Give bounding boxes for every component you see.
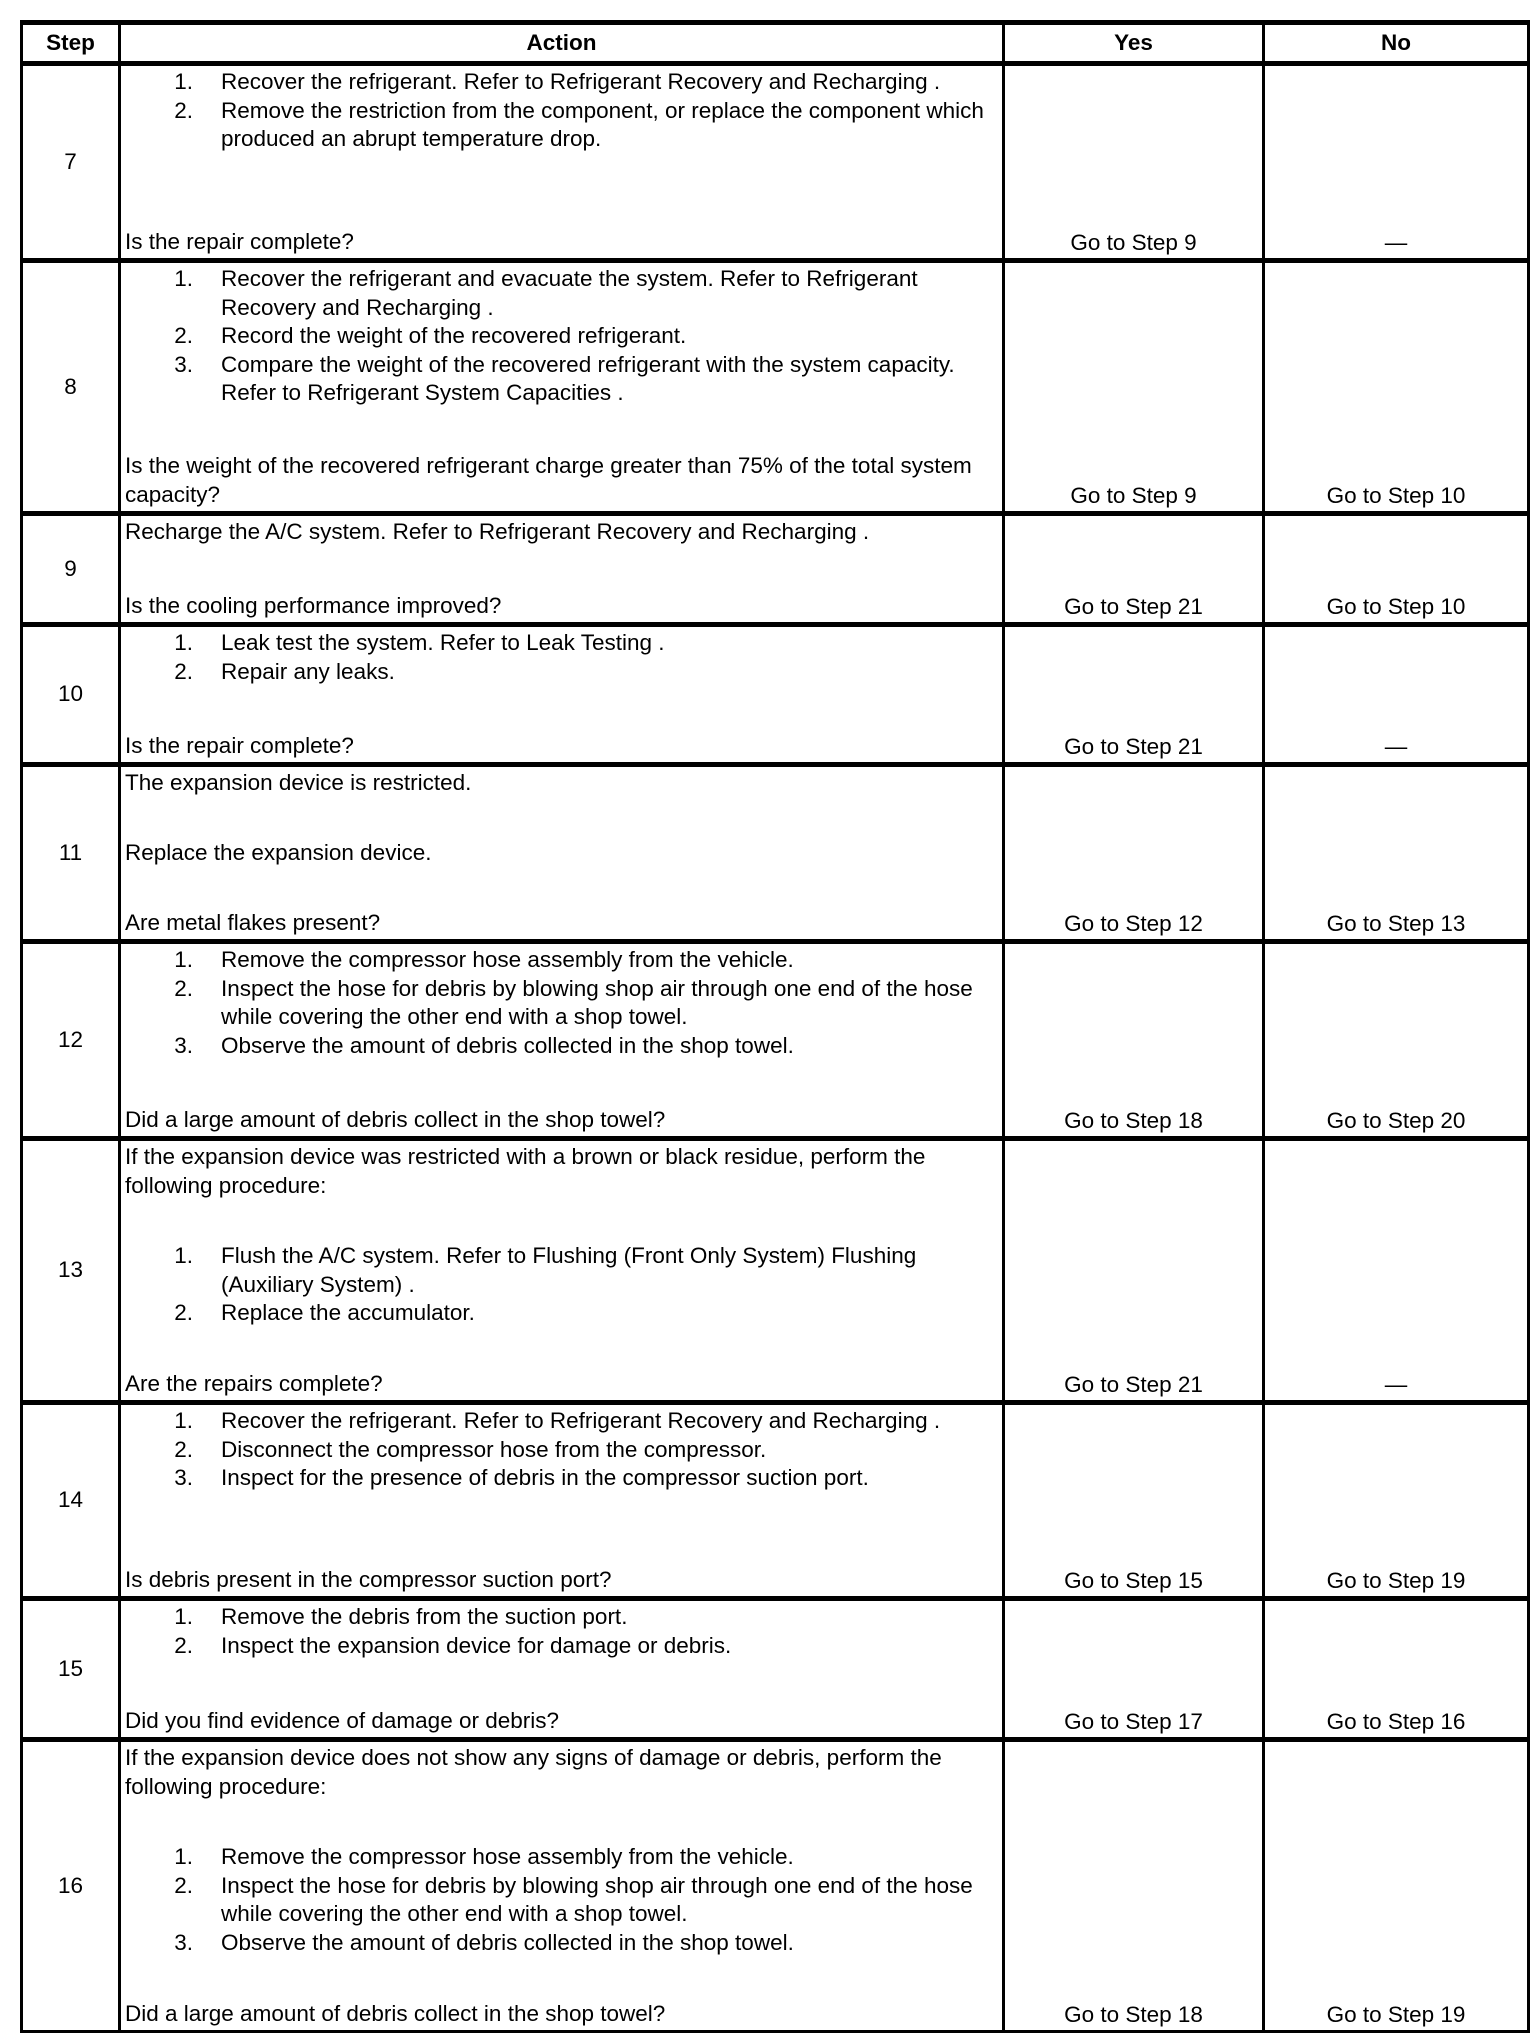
table-row bbox=[22, 1139, 1529, 1403]
action-steps-list bbox=[125, 265, 998, 408]
action-step-item bbox=[125, 658, 998, 687]
yes-result: Go to Step 9 bbox=[1004, 261, 1264, 514]
diagnostic-table bbox=[20, 20, 1530, 2033]
action-step-item bbox=[125, 1407, 998, 1436]
step-item-text: Observe the amount of debris collected in the shop towel. bbox=[221, 1032, 794, 1058]
step-item-number: 1. bbox=[174, 266, 193, 291]
action-step-item bbox=[125, 1872, 998, 1929]
yes-result: Go to Step 21 bbox=[1004, 1139, 1264, 1403]
step-item-text: Recover the refrigerant. Refer to Refrigerant Recovery and Recharging . bbox=[221, 69, 941, 94]
action-steps-list bbox=[125, 1407, 998, 1493]
header-row bbox=[22, 23, 1529, 64]
action-content bbox=[125, 1744, 998, 2028]
action-step-item bbox=[125, 629, 998, 658]
action-question: Are the repairs complete? bbox=[125, 1370, 383, 1396]
action-cell bbox=[120, 64, 1004, 261]
action-content bbox=[125, 1603, 998, 1735]
action-step-item bbox=[125, 351, 998, 408]
yes-result: Go to Step 18 bbox=[1004, 1740, 1264, 2032]
action-question: Is the weight of the recovered refrigerant charge greater than 75% of the total system capacity? bbox=[125, 453, 972, 507]
table-row bbox=[22, 765, 1529, 942]
action-step-item bbox=[125, 1242, 998, 1299]
step-item-text: Remove the debris from the suction port. bbox=[221, 1604, 628, 1629]
table-row bbox=[22, 64, 1529, 261]
step-item-text: Observe the amount of debris collected in the shop towel. bbox=[221, 1929, 794, 1955]
header-yes: Yes bbox=[1004, 23, 1264, 64]
step-number: 14 bbox=[22, 1403, 120, 1599]
no-result: Go to Step 16 bbox=[1264, 1599, 1529, 1740]
step-item-number: 1. bbox=[174, 630, 193, 655]
action-steps-list bbox=[125, 629, 998, 686]
no-result: Go to Step 19 bbox=[1264, 1403, 1529, 1599]
action-question: Is the repair complete? bbox=[125, 732, 354, 758]
step-number: 11 bbox=[22, 765, 120, 942]
step-item-text: Flush the A/C system. Refer to Flushing (Front Only System) Flushing (Auxiliary System) . bbox=[221, 1243, 917, 1297]
step-number: 9 bbox=[22, 514, 120, 625]
action-question: Did a large amount of debris collect in the shop towel? bbox=[125, 1106, 666, 1132]
action-content bbox=[125, 769, 998, 937]
step-item-number: 1. bbox=[174, 69, 193, 94]
step-number: 16 bbox=[22, 1740, 120, 2032]
step-item-text: Record the weight of the recovered refrigerant. bbox=[221, 323, 687, 348]
action-step-item bbox=[125, 1929, 998, 1958]
action-cell bbox=[120, 261, 1004, 514]
action-cell bbox=[120, 514, 1004, 625]
table-row bbox=[22, 625, 1529, 765]
action-cell bbox=[120, 625, 1004, 765]
step-item-text: Replace the accumulator. bbox=[221, 1300, 475, 1325]
no-result: — bbox=[1264, 1139, 1529, 1403]
action-content bbox=[125, 265, 998, 509]
step-item-number: 2. bbox=[174, 97, 193, 123]
step-item-number: 2. bbox=[174, 1436, 193, 1462]
yes-result: Go to Step 17 bbox=[1004, 1599, 1264, 1740]
step-item-text: Inspect the expansion device for damage or debris. bbox=[221, 1632, 732, 1658]
action-cell bbox=[120, 1740, 1004, 2032]
action-step-item bbox=[125, 97, 998, 154]
action-question: Is the cooling performance improved? bbox=[125, 592, 502, 618]
step-item-number: 2. bbox=[174, 975, 193, 1001]
step-item-number: 2. bbox=[174, 1632, 193, 1658]
action-cell bbox=[120, 1139, 1004, 1403]
step-item-text: Disconnect the compressor hose from the compressor. bbox=[221, 1436, 767, 1462]
table-row bbox=[22, 1599, 1529, 1740]
action-steps-list bbox=[125, 946, 998, 1060]
action-step-item bbox=[125, 975, 998, 1032]
step-item-text: Compare the weight of the recovered refrigerant with the system capacity. Refer to Refrigerant System Capacities . bbox=[221, 351, 955, 405]
action-paragraph: Replace the expansion device. bbox=[125, 839, 432, 865]
action-paragraph: Recharge the A/C system. Refer to Refrigerant Recovery and Recharging . bbox=[125, 519, 870, 544]
yes-result: Go to Step 21 bbox=[1004, 514, 1264, 625]
action-step-item bbox=[125, 1032, 998, 1061]
action-content bbox=[125, 1143, 998, 1398]
action-cell bbox=[120, 1599, 1004, 1740]
step-number: 15 bbox=[22, 1599, 120, 1740]
action-question: Is the repair complete? bbox=[125, 228, 354, 254]
step-item-number: 1. bbox=[174, 1408, 193, 1433]
action-step-item bbox=[125, 322, 998, 351]
step-item-text: Remove the compressor hose assembly from the vehicle. bbox=[221, 1844, 794, 1870]
action-paragraph: If the expansion device does not show any signs of damage or debris, perform the following procedure: bbox=[125, 1745, 942, 1799]
step-item-number: 2. bbox=[174, 1872, 193, 1898]
no-result: Go to Step 20 bbox=[1264, 942, 1529, 1139]
step-item-number: 2. bbox=[174, 323, 193, 348]
table-row bbox=[22, 942, 1529, 1139]
step-number: 12 bbox=[22, 942, 120, 1139]
action-content bbox=[125, 68, 998, 256]
step-item-text: Inspect the hose for debris by blowing shop air through one end of the hose while covering the other end with a shop towel. bbox=[221, 975, 973, 1029]
action-step-item bbox=[125, 1632, 998, 1661]
action-steps-list bbox=[125, 1603, 998, 1660]
step-number: 8 bbox=[22, 261, 120, 514]
step-item-number: 1. bbox=[174, 1604, 193, 1629]
action-question: Is debris present in the compressor suction port? bbox=[125, 1566, 612, 1592]
action-step-item bbox=[125, 68, 998, 97]
action-steps-list bbox=[125, 1843, 998, 1957]
action-steps-list bbox=[125, 1242, 998, 1328]
step-item-text: Remove the restriction from the component, or replace the component which produced an abrupt temperature drop. bbox=[221, 97, 984, 151]
table-row bbox=[22, 1403, 1529, 1599]
action-cell bbox=[120, 1403, 1004, 1599]
action-step-item bbox=[125, 946, 998, 975]
table-row bbox=[22, 1740, 1529, 2032]
step-item-number: 3. bbox=[174, 1929, 193, 1955]
action-step-item bbox=[125, 265, 998, 322]
action-step-item bbox=[125, 1436, 998, 1465]
no-result: — bbox=[1264, 64, 1529, 261]
action-content bbox=[125, 518, 998, 620]
action-step-item bbox=[125, 1464, 998, 1493]
step-number: 13 bbox=[22, 1139, 120, 1403]
action-step-item bbox=[125, 1299, 998, 1328]
step-item-number: 3. bbox=[174, 1465, 193, 1490]
yes-result: Go to Step 15 bbox=[1004, 1403, 1264, 1599]
action-content bbox=[125, 1407, 998, 1594]
no-result: Go to Step 10 bbox=[1264, 261, 1529, 514]
step-item-number: 1. bbox=[174, 947, 193, 972]
step-item-text: Remove the compressor hose assembly from the vehicle. bbox=[221, 947, 794, 972]
yes-result: Go to Step 18 bbox=[1004, 942, 1264, 1139]
action-cell bbox=[120, 765, 1004, 942]
action-content bbox=[125, 629, 998, 760]
yes-result: Go to Step 12 bbox=[1004, 765, 1264, 942]
yes-result: Go to Step 21 bbox=[1004, 625, 1264, 765]
step-item-number: 2. bbox=[174, 658, 193, 684]
step-number: 7 bbox=[22, 64, 120, 261]
action-question: Did you find evidence of damage or debris? bbox=[125, 1707, 560, 1733]
table-row bbox=[22, 514, 1529, 625]
no-result: Go to Step 13 bbox=[1264, 765, 1529, 942]
step-item-number: 3. bbox=[174, 1032, 193, 1058]
header-step: Step bbox=[22, 23, 120, 64]
step-item-text: Recover the refrigerant and evacuate the system. Refer to Refrigerant Recovery and Recharging . bbox=[221, 266, 918, 320]
action-step-item bbox=[125, 1843, 998, 1872]
step-item-text: Inspect the hose for debris by blowing shop air through one end of the hose while covering the other end with a shop towel. bbox=[221, 1872, 973, 1927]
step-item-text: Inspect for the presence of debris in the compressor suction port. bbox=[221, 1465, 869, 1490]
action-paragraph: If the expansion device was restricted with a brown or black residue, perform the following procedure: bbox=[125, 1144, 926, 1198]
step-item-number: 2. bbox=[174, 1300, 193, 1325]
step-item-text: Recover the refrigerant. Refer to Refrigerant Recovery and Recharging . bbox=[221, 1408, 941, 1433]
action-step-item bbox=[125, 1603, 998, 1632]
action-question: Did a large amount of debris collect in the shop towel? bbox=[125, 2000, 666, 2026]
action-paragraph: The expansion device is restricted. bbox=[125, 770, 472, 795]
step-item-number: 1. bbox=[174, 1243, 193, 1268]
step-item-number: 3. bbox=[174, 351, 193, 377]
no-result: — bbox=[1264, 625, 1529, 765]
header-action: Action bbox=[120, 23, 1004, 64]
step-item-text: Leak test the system. Refer to Leak Testing . bbox=[221, 630, 665, 655]
step-item-number: 1. bbox=[174, 1844, 193, 1870]
table-row bbox=[22, 261, 1529, 514]
header-no: No bbox=[1264, 23, 1529, 64]
action-cell bbox=[120, 942, 1004, 1139]
action-content bbox=[125, 946, 998, 1134]
no-result: Go to Step 19 bbox=[1264, 1740, 1529, 2032]
step-number: 10 bbox=[22, 625, 120, 765]
no-result: Go to Step 10 bbox=[1264, 514, 1529, 625]
action-steps-list bbox=[125, 68, 998, 154]
yes-result: Go to Step 9 bbox=[1004, 64, 1264, 261]
step-item-text: Repair any leaks. bbox=[221, 658, 395, 684]
action-question: Are metal flakes present? bbox=[125, 909, 381, 935]
